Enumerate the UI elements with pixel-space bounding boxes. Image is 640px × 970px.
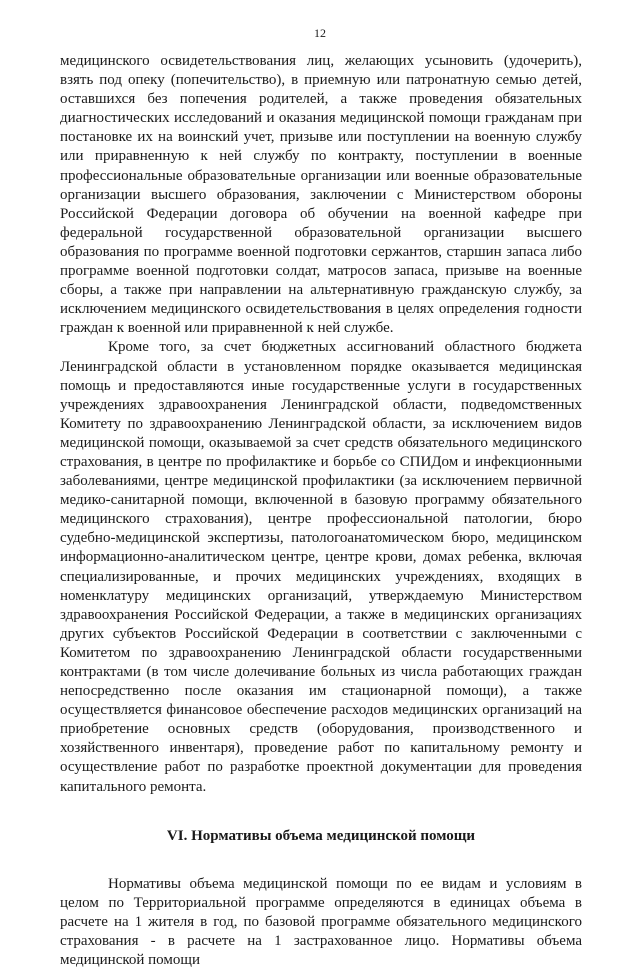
paragraph-budget-funding: Кроме того, за счет бюджетных ассигнований областного бюджета Ленинградской области в установленном порядке оказывается медицинская помощь и предоставляются иные государственные услуги в государственных учреждениях здравоохранения Ленинградской области, подведомственных Комитету по здравоохранению Ленинградской области, за исключением видов медицинской помощи, оказываемой за счет средств обязательного медицинского страхования, в центре по профилактике и борьбе со СПИДом и инфекционными заболеваниями, центре медицинской профилактики (за исключением первичной медико-санитарной помощи, включенной в базовую программу обязательного медицинского страхования), центре профессиональной патологии, бюро судебно-медицинской экспертизы, патологоанатомическом бюро, медицинском информационно-аналитическом центре, центре крови, домах ребенка, включая специализированные, и прочих медицинских учреждениях, входящих в номенклатуру медицинских организаций, утверждаемую Министерством здравоохранения Российской Федерации, а также в медицинских организациях других субъектов Российской Федерации в соответствии с заключенными с Комитетом по здравоохранению Ленинградской области государственными контрактами (в том числе долечивание больных из числа работающих граждан непосредственно после оказания им стационарной помощи), а также осуществляется финансовое обеспечение расходов медицинских организаций на приобретение основных средств (оборудования, производственного и хозяйственного инвентаря), проведение работ по капитальному ремонту и осуществление работ по разработке проектной документации для проведения капитального ремонта. <box>60 339 582 795</box>
document-body <box>60 52 582 970</box>
paragraph-volume-norms: Нормативы объема медицинской помощи по ее видам и условиям в целом по Территориальной программе определяются в единицах объема в расчете на 1 жителя в год, по базовой программе обязательного медицинского страхования - в расчете на 1 застрахованное лицо. Нормативы объема медицинской помощи <box>60 875 582 969</box>
paragraph-continuation: медицинского освидетельствования лиц, желающих усыновить (удочерить), взять под опеку (попечительство), в приемную или патронатную семью детей, оставшихся без попечения родителей, а также проведения обязательных диагностических исследований и оказания медицинской помощи гражданам при постановке их на воинский учет, призыве или поступлении на военную службу или приравненную к ней службу по контракту, поступлении в военные профессиональные образовательные организации или военные образовательные организации высшего образования, заключении с Министерством обороны Российской Федерации договора об обучении на военной кафедре при федеральной государственной образовательной организации высшего образования по программе военной подготовки сержантов, старшин запаса либо программе военной подготовки солдат, матросов запаса, призыве на военные сборы, а также при направлении на альтернативную гражданскую службу, за исключением медицинского освидетельствования в целях определения годности граждан к военной или приравненной к ней службе. <box>60 53 582 337</box>
page-number: 12 <box>314 26 326 40</box>
section-heading: VI. Нормативы объема медицинской помощи <box>166 827 476 844</box>
